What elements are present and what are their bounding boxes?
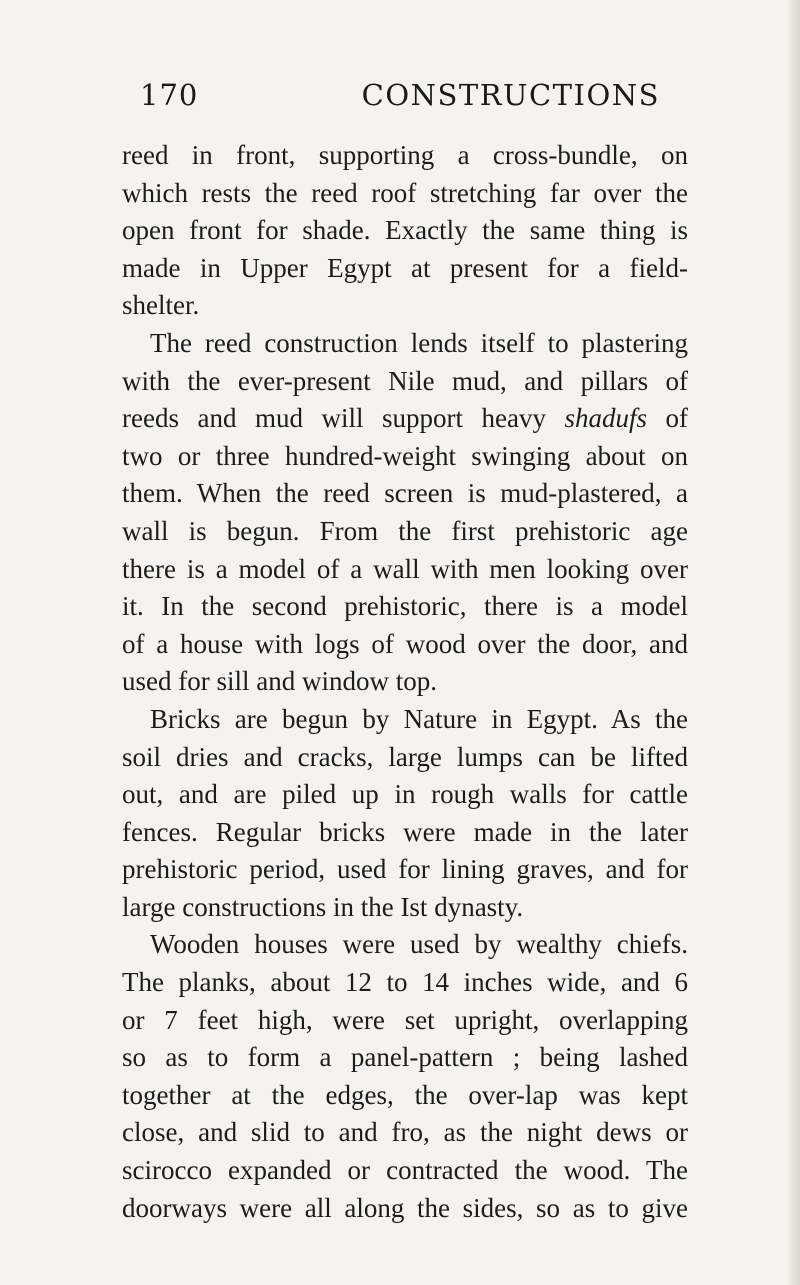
- text-line: scirocco expanded or contracted the wood. The: [122, 1155, 688, 1186]
- text-line: with the ever-present Nile mud, and pillars of: [122, 365, 688, 396]
- text-line: which rests the reed roof stretching far over the: [122, 177, 688, 208]
- text-line: two or three hundred-weight swinging about on: [122, 440, 688, 471]
- text-line: The reed construction lends itself to plastering: [150, 327, 688, 358]
- text-line: together at the edges, the over-lap was kept: [122, 1079, 688, 1110]
- page-edge-shadow: [786, 0, 800, 1285]
- text-line: used for sill and window top.: [122, 666, 437, 697]
- text-line: large constructions in the Ist dynasty.: [122, 891, 524, 922]
- text-line: of a house with logs of wood over the door, and: [122, 628, 688, 659]
- text-line: close, and slid to and fro, as the night dews or: [122, 1117, 688, 1148]
- text-line: fences. Regular bricks were made in the later: [122, 816, 688, 847]
- text-line: doorways were all along the sides, so as to give: [122, 1192, 688, 1223]
- text-segment: of: [665, 403, 689, 434]
- page-number: 170: [140, 78, 199, 112]
- text-line: shelter.: [122, 290, 200, 321]
- text-line: out, and are piled up in rough walls for cattle: [122, 779, 688, 810]
- text-line: Bricks are begun by Nature in Egypt. As the: [150, 703, 688, 734]
- text-line: them. When the reed screen is mud-plastered, a: [122, 478, 688, 509]
- text-line: it. In the second prehistoric, there is a model: [122, 591, 688, 622]
- text-line: there is a model of a wall with men looking over: [122, 553, 688, 584]
- text-segment: reeds and mud will support heavy: [122, 403, 546, 434]
- italic-term-shadufs: shadufs: [564, 403, 647, 434]
- body-text: [122, 137, 688, 1227]
- text-line-with-italic: [122, 400, 688, 438]
- text-line: Wooden houses were used by wealthy chiefs.: [150, 929, 688, 960]
- text-line: or 7 feet high, were set upright, overlapping: [122, 1004, 688, 1035]
- text-line: made in Upper Egypt at present for a field-: [122, 252, 688, 283]
- text-line: soil dries and cracks, large lumps can be lifted: [122, 741, 688, 772]
- text-line: prehistoric period, used for lining graves, and for: [122, 854, 688, 885]
- text-line: reed in front, supporting a cross-bundle, on: [122, 140, 688, 170]
- text-line: so as to form a panel-pattern ; being lashed: [122, 1042, 688, 1073]
- text-line: open front for shade. Exactly the same thing is: [122, 215, 688, 246]
- text-line: The planks, about 12 to 14 inches wide, and 6: [122, 967, 688, 998]
- text-line: wall is begun. From the first prehistoric age: [122, 515, 688, 546]
- running-head: [140, 78, 660, 124]
- chapter-title: CONSTRUCTIONS: [361, 78, 660, 112]
